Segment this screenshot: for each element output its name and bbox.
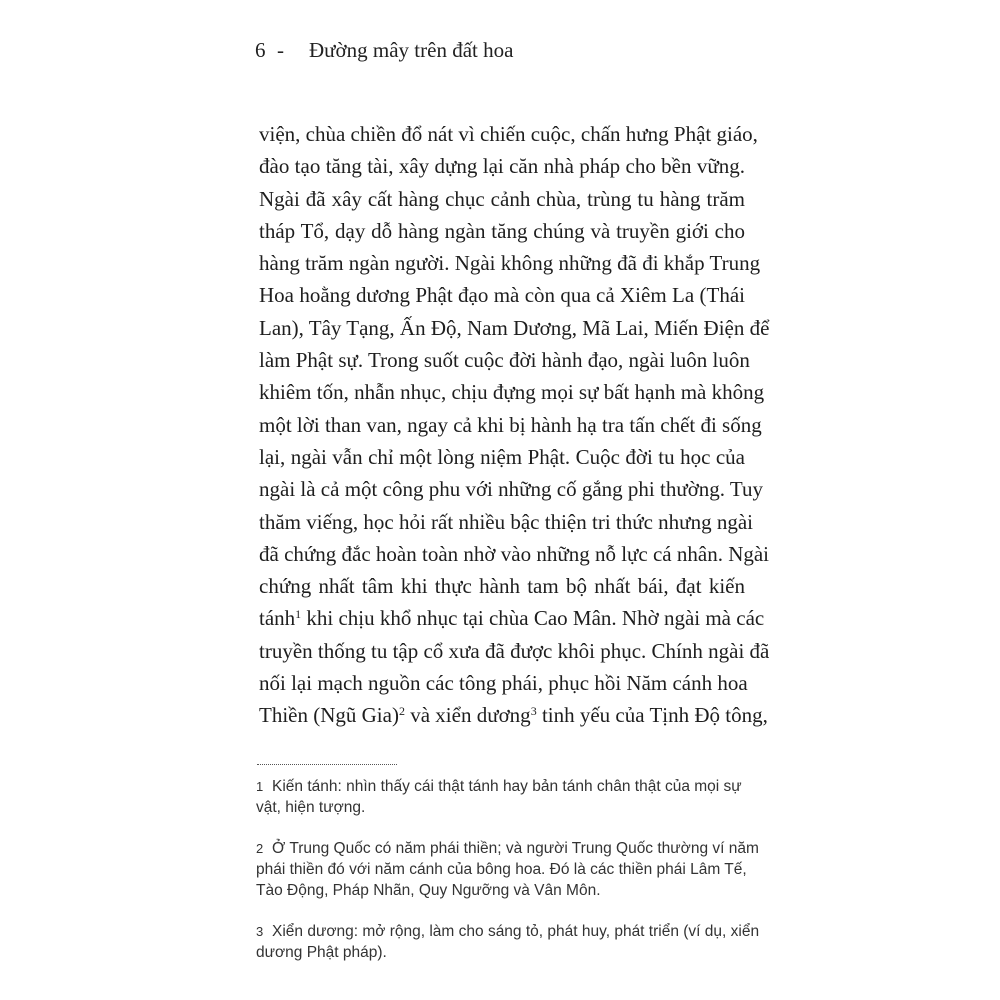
body-line: chứng nhất tâm khi thực hành tam bộ nhất bái, đạt kiến [259, 574, 745, 599]
body-line: viện, chùa chiền đổ nát vì chiến cuộc, chấn hưng Phật giáo, [259, 122, 758, 146]
body-line: Lan), Tây Tạng, Ấn Độ, Nam Dương, Mã Lai, Miến Điện để [259, 315, 770, 340]
body-line: một lời than van, ngay cả khi bị hành hạ tra tấn chết đi sống [259, 412, 762, 437]
body-line: làm Phật sự. Trong suốt cuộc đời hành đạo, ngài luôn luôn [259, 348, 750, 373]
body-line: lại, ngài vẫn chỉ một lòng niệm Phật. Cuộc đời tu học của [259, 444, 745, 469]
page-number: 6 [255, 38, 266, 62]
running-header [255, 38, 513, 63]
body-line-with-footnote-ref [259, 699, 768, 731]
header-separator: - [277, 38, 284, 62]
footnote-text: phái thiền đó với năm cánh của bông hoa. Đó là các thiền phái Lâm Tế, [256, 861, 747, 878]
body-text [259, 118, 770, 732]
body-text-fragment: khi chịu khổ nhục tại chùa Cao Mân. Nhờ ngài mà các [301, 606, 765, 631]
body-text-fragment: Thiền (Ngũ Gia) [259, 703, 399, 728]
book-title: Đường mây trên đất hoa [309, 38, 514, 62]
footnote-number: 3 [256, 924, 264, 939]
body-line: tháp Tổ, dạy dỗ hàng ngàn tăng chúng và truyền giới cho [259, 218, 745, 243]
body-text-fragment: tinh yếu của Tịnh Độ tông, [536, 703, 768, 728]
body-line: nối lại mạch nguồn các tông phái, phục hồi Năm cánh hoa [259, 671, 748, 696]
footnote-text: vật, hiện tượng. [256, 799, 366, 816]
footnotes [256, 776, 760, 983]
body-line: Ngài đã xây cất hàng chục cảnh chùa, trùng tu hàng trăm [259, 186, 745, 211]
body-line: Hoa hoằng dương Phật đạo mà còn qua cả Xiêm La (Thái [259, 283, 745, 308]
footnote-number: 2 [256, 841, 264, 856]
footnote-text: Ở Trung Quốc có năm phái thiền; và người Trung Quốc thường ví năm [272, 840, 759, 857]
footnote-divider [257, 764, 397, 765]
footnote-2 [256, 838, 759, 901]
body-line: khiêm tốn, nhẫn nhục, chịu đựng mọi sự bất hạnh mà không [259, 380, 765, 405]
body-line: ngài là cả một công phu với những cố gắng phi thường. Tuy [259, 477, 764, 502]
body-line: đào tạo tăng tài, xây dựng lại căn nhà pháp cho bền vững. [259, 154, 745, 179]
body-line: đã chứng đắc hoàn toàn nhờ vào những nỗ lực cá nhân. Ngài [259, 541, 770, 566]
body-line: thăm viếng, học hỏi rất nhiều bậc thiện tri thức nhưng ngài [259, 509, 753, 534]
body-line-with-footnote-ref [259, 602, 765, 634]
footnote-ref-1: 1 [295, 607, 302, 622]
footnote-ref-3: 3 [530, 704, 537, 719]
footnote-text: Kiến tánh: nhìn thấy cái thật tánh hay bản tánh chân thật của mọi sự [272, 778, 742, 795]
body-text-fragment: và xiển dương [404, 703, 531, 728]
body-line: truyền thống tu tập cổ xưa đã được khôi phục. Chính ngài đã [259, 638, 770, 663]
footnote-text: dương Phật pháp). [256, 944, 387, 961]
footnote-1 [256, 776, 756, 818]
footnote-text: Tào Động, Pháp Nhãn, Quy Ngưỡng và Vân Môn. [256, 882, 601, 899]
body-line: hàng trăm ngàn người. Ngài không những đã đi khắp Trung [259, 251, 761, 276]
footnote-text: Xiển dương: mở rộng, làm cho sáng tỏ, phát huy, phát triển (ví dụ, xiển [272, 923, 760, 940]
footnote-number: 1 [256, 779, 264, 794]
body-text-fragment: tánh [259, 606, 296, 631]
footnote-3 [256, 921, 760, 963]
footnote-ref-2: 2 [398, 704, 405, 719]
